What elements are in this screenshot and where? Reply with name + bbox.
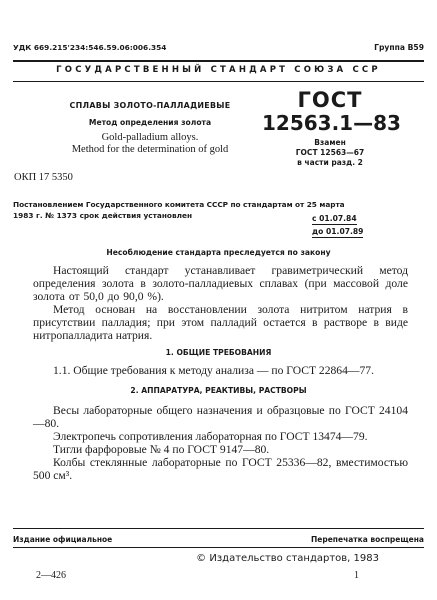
title-en-line2: Method for the determination of gold [71,144,229,155]
replaces-part: в части разд. 2 [297,158,363,167]
intro-section [33,264,408,342]
title-ru: СПЛАВЫ ЗОЛОТО-ПАЛЛАДИЕВЫЕ [69,101,231,110]
section1-paragraph-1: 1.1. Общие требования к методу анализа — по ГОСТ 22864—77. [53,364,374,377]
replaces-label: Взамен [314,138,346,147]
decree-line1: Постановлением Государственного комитета СССР по стандартам от 25 марта [13,200,345,209]
decree-line2: 1983 г. № 1373 срок действия установлен [13,211,193,220]
header-rule-top [13,60,424,62]
state-standard-heading: ГОСУДАРСТВЕННЫЙ СТАНДАРТ СОЮЗА ССР [56,65,381,75]
copyright: © Издательство стандартов, 1983 [196,553,379,564]
section1-heading: 1. ОБЩИЕ ТРЕБОВАНИЯ [165,348,272,357]
footer-rule-top [13,528,424,529]
footer-rule-bottom [13,547,424,548]
edition-label: Издание официальное [13,535,113,544]
intro-paragraph-1: Настоящий стандарт устанавливает гравиметрический метод определения золота в золото-палладиевых сплавах (при массовой доле золота от 50,0 до 90,0 %). [33,264,408,303]
group-code: Группа В59 [374,43,424,52]
section2-heading: 2. АППАРАТУРА, РЕАКТИВЫ, РАСТВОРЫ [130,386,307,395]
validity-to: до 01.07.89 [312,227,364,236]
law-notice: Несоблюдение стандарта преследуется по закону [106,248,331,257]
page-number: 1 [354,570,359,581]
gost-label: ГОСТ [297,88,363,112]
validity-from: с 01.07.84 [312,214,357,223]
udk-code: УДК 669.215'234:546.59.06:006.354 [13,43,167,52]
reprint-notice: Перепечатка воспрещена [310,535,424,544]
section2-paragraph-1: Весы лабораторные общего назначения и образцовые по ГОСТ 24104—80. [33,404,408,430]
intro-paragraph-2: Метод основан на восстановлении золота нитритом натрия в присутствии палладия; при этом палладий остается в растворе в виде нитропалладита натрия. [33,303,408,342]
title-en-line1: Gold-palladium alloys. [101,132,199,143]
section2-paragraph-4: Колбы стеклянные лабораторные по ГОСТ 25336—82, вместимостью 500 см³. [33,456,408,482]
subtitle-ru: Метод определения золота [88,118,212,127]
section1-body [33,364,408,377]
header-rule-bottom [13,81,424,82]
section2-paragraph-3: Тигли фарфоровые № 4 по ГОСТ 9147—80. [53,443,270,456]
section2-body [33,404,408,482]
replaces-standard: ГОСТ 12563—67 [295,148,365,157]
okp-code: ОКП 17 5350 [14,172,73,183]
section2-paragraph-2: Электропечь сопротивления лабораторная по ГОСТ 13474—79. [53,430,368,443]
gost-number: 12563.1—83 [262,111,401,135]
print-code: 2—426 [36,570,66,581]
